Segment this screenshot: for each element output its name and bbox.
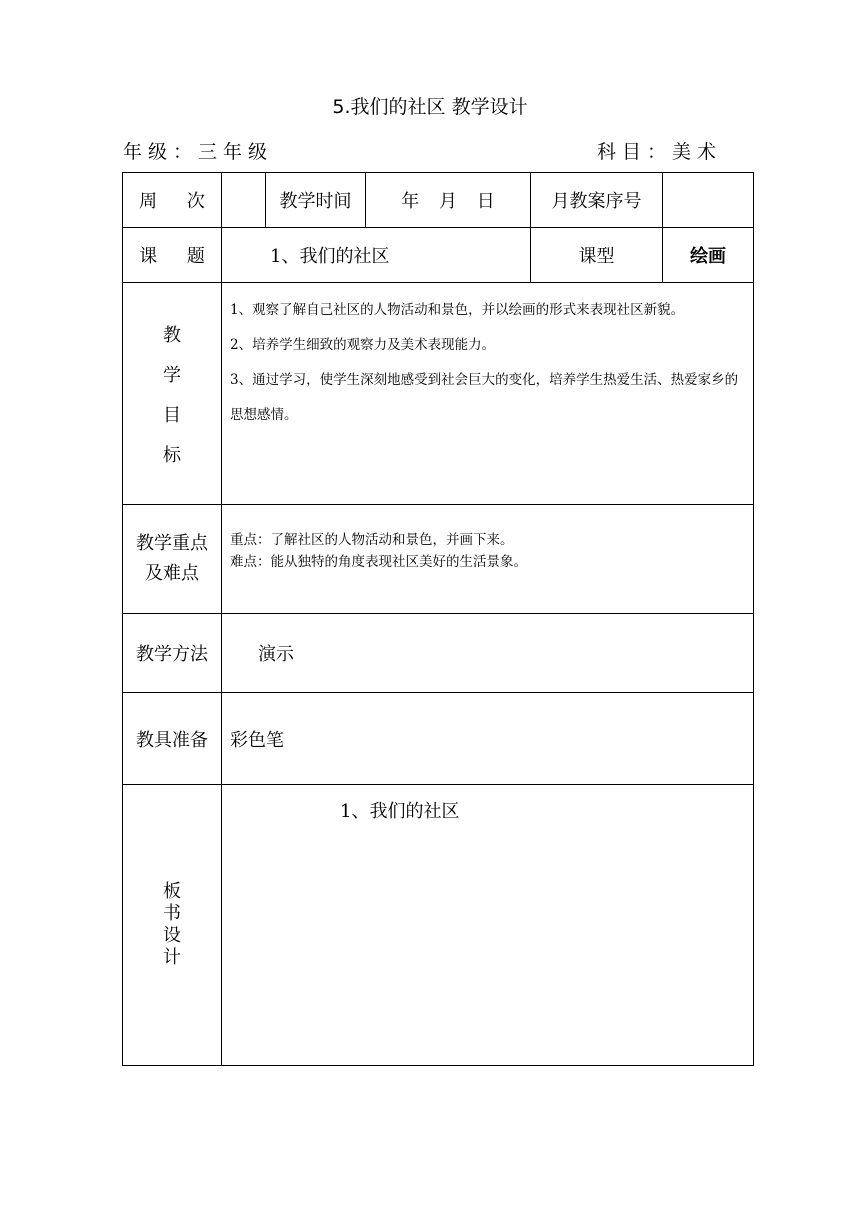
topic-value: 1、我们的社区 bbox=[222, 228, 531, 283]
objective-item: 1、观察了解自己社区的人物活动和景色，并以绘画的形式来表现社区新貌。 bbox=[230, 302, 685, 318]
objective-item: 3、通过学习，使学生深刻地感受到社会巨大的变化，培养学生热爱生活、热爱家乡的思想感情。 bbox=[230, 372, 739, 423]
method-label: 教学方法 bbox=[123, 614, 222, 693]
week-label: 周 次 bbox=[123, 173, 222, 228]
lesson-plan-table bbox=[122, 172, 754, 1066]
sequence-label: 月教案序号 bbox=[531, 173, 663, 228]
type-label: 课型 bbox=[531, 228, 663, 283]
board-design-label: 板 书 设 计 bbox=[123, 785, 222, 1066]
sequence-value bbox=[663, 173, 754, 228]
method-value: 演示 bbox=[222, 614, 754, 693]
table-row bbox=[123, 283, 754, 505]
tools-value: 彩色笔 bbox=[222, 693, 754, 785]
objective-item: 2、培养学生细致的观察力及美术表现能力。 bbox=[230, 337, 496, 353]
table-row bbox=[123, 614, 754, 693]
type-value: 绘画 bbox=[663, 228, 754, 283]
table-row bbox=[123, 173, 754, 228]
keypoints-content bbox=[222, 505, 754, 614]
week-value bbox=[222, 173, 266, 228]
time-label: 教学时间 bbox=[266, 173, 366, 228]
board-title: 1、我们的社区 bbox=[340, 801, 460, 822]
grade-label: 年级：三年级 bbox=[123, 141, 274, 163]
table-row bbox=[123, 785, 754, 1066]
topic-label: 课 题 bbox=[123, 228, 222, 283]
tools-label: 教具准备 bbox=[123, 693, 222, 785]
date-value: 年 月 日 bbox=[366, 173, 531, 228]
page-title: 5.我们的社区 教学设计 bbox=[332, 96, 528, 118]
board-design-content bbox=[222, 785, 754, 1066]
keypoints-label: 教学重点及难点 bbox=[123, 505, 222, 614]
keypoint-item: 难点：能从独特的角度表现社区美好的生活景象。 bbox=[230, 554, 527, 570]
table-row bbox=[123, 228, 754, 283]
table-row bbox=[123, 505, 754, 614]
subject-label: 科目：美术 bbox=[597, 141, 723, 163]
keypoint-item: 重点：了解社区的人物活动和景色，并画下来。 bbox=[230, 532, 514, 548]
objectives-label: 教 学 目 标 bbox=[123, 283, 222, 505]
objectives-content bbox=[222, 283, 754, 505]
table-row bbox=[123, 693, 754, 785]
